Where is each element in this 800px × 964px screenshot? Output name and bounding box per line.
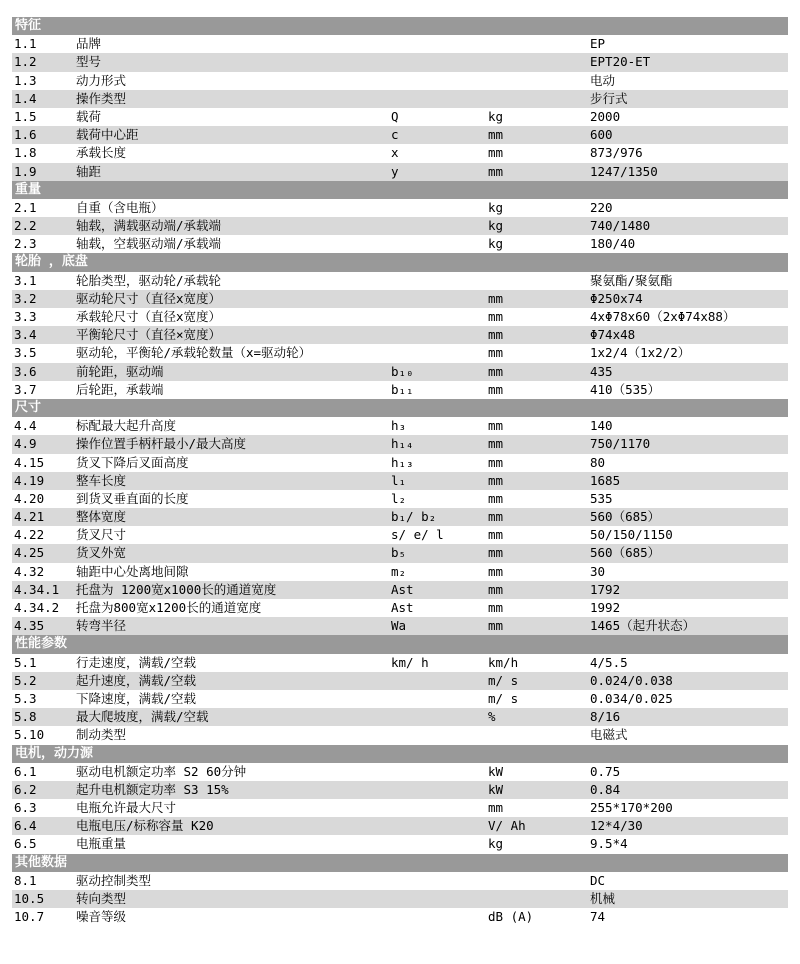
row-index: 3.5: [14, 345, 37, 361]
table-row: [12, 908, 788, 926]
table-row: [12, 290, 788, 308]
row-index: 5.1: [14, 654, 37, 670]
row-desc: 电瓶电压/标称容量 K20: [76, 818, 214, 834]
row-index: 1.1: [14, 36, 37, 52]
table-row: [12, 817, 788, 835]
row-desc: 行走速度，满载/空载: [76, 654, 197, 670]
row-unit: mm: [488, 563, 504, 579]
table-row: [12, 163, 788, 181]
row-unit: mm: [488, 327, 504, 343]
row-unit: mm: [488, 618, 504, 634]
table-row: [12, 472, 788, 490]
row-index: 4.21: [14, 509, 45, 525]
row-value: 220: [590, 199, 613, 215]
row-symbol: [391, 726, 488, 744]
row-desc: 轴距: [76, 163, 102, 179]
row-desc: 电瓶允许最大尺寸: [76, 800, 177, 816]
row-symbol: s/ e/ l: [391, 527, 444, 543]
row-desc: 标配最大起升高度: [76, 418, 177, 434]
row-index: 1.9: [14, 163, 37, 179]
row-unit: m/ s: [488, 672, 519, 688]
row-unit: mm: [488, 490, 504, 506]
row-unit: [488, 726, 590, 744]
table-row: [12, 654, 788, 672]
row-desc: 轴载，满载驱动端/承载端: [76, 218, 222, 234]
row-desc: 噪音等级: [76, 909, 127, 925]
row-unit: kg: [488, 836, 504, 852]
table-row: [12, 526, 788, 544]
row-desc: 最大爬坡度，满载/空载: [76, 709, 209, 725]
row-index: 4.32: [14, 563, 45, 579]
row-unit: mm: [488, 472, 504, 488]
row-desc: 承载轮尺寸（直径x宽度）: [76, 309, 222, 324]
row-unit: mm: [488, 127, 504, 143]
row-value: DC: [590, 872, 606, 888]
row-desc: 载荷: [76, 108, 102, 124]
row-value: 750/1170: [590, 436, 651, 452]
row-value: 180/40: [590, 236, 636, 252]
row-desc: 起升电机额定功率 S3 15%: [76, 781, 229, 797]
row-index: 1.4: [14, 90, 37, 106]
table-row: [12, 599, 788, 617]
row-desc: 驱动控制类型: [76, 872, 152, 888]
row-symbol: l₁: [391, 472, 407, 488]
row-desc: 货叉尺寸: [76, 527, 127, 543]
row-value: 30: [590, 563, 606, 579]
row-symbol: [391, 272, 488, 290]
row-symbol: x: [391, 145, 399, 161]
table-row: [12, 563, 788, 581]
row-value: Φ74x48: [590, 327, 636, 343]
row-value: 0.024/0.038: [590, 672, 673, 688]
row-unit: kW: [488, 763, 504, 779]
row-value: 140: [590, 418, 613, 434]
row-index: 6.3: [14, 800, 37, 816]
row-index: 10.7: [14, 909, 45, 925]
section-header: 轮胎 ，底盘: [12, 253, 788, 271]
row-value: 1465（起升状态）: [590, 618, 696, 634]
row-desc: 型号: [76, 54, 102, 70]
row-desc: 操作位置手柄杆最小/最大高度: [76, 436, 247, 452]
row-index: 4.15: [14, 454, 45, 470]
table-row: [12, 890, 788, 908]
row-value: 机械: [590, 891, 616, 906]
row-unit: [488, 272, 590, 290]
row-unit: kW: [488, 781, 504, 797]
row-desc: 载荷中心距: [76, 127, 139, 143]
row-unit: mm: [488, 418, 504, 434]
row-value: EP: [590, 36, 606, 52]
row-unit: mm: [488, 800, 504, 816]
row-index: 4.22: [14, 527, 45, 543]
row-symbol: [391, 690, 488, 708]
row-symbol: [391, 672, 488, 690]
row-value: 560（685）: [590, 545, 661, 561]
table-row: [12, 872, 788, 890]
row-index: 1.3: [14, 72, 37, 88]
row-value: 50/150/1150: [590, 527, 673, 543]
table-row: [12, 508, 788, 526]
row-unit: kg: [488, 218, 504, 234]
row-desc: 品牌: [76, 36, 102, 52]
row-index: 4.34.1: [14, 581, 60, 597]
row-value: 535: [590, 490, 613, 506]
row-value: 8/16: [590, 709, 621, 725]
row-desc: 转弯半径: [76, 618, 127, 634]
row-value: 255*170*200: [590, 800, 673, 816]
section-header: 性能参数: [12, 635, 788, 653]
table-row: [12, 835, 788, 853]
table-row: [12, 199, 788, 217]
row-unit: mm: [488, 345, 504, 361]
row-unit: mm: [488, 381, 504, 397]
table-row: [12, 799, 788, 817]
row-index: 10.5: [14, 891, 45, 906]
table-row: [12, 581, 788, 599]
row-index: 2.1: [14, 199, 37, 215]
row-value: 4/5.5: [590, 654, 628, 670]
row-symbol: [391, 817, 488, 835]
row-index: 5.2: [14, 672, 37, 688]
row-index: 4.25: [14, 545, 45, 561]
row-unit: mm: [488, 581, 504, 597]
row-value: 电动: [590, 72, 616, 88]
section-header: 特征: [12, 17, 788, 35]
row-index: 6.4: [14, 818, 37, 834]
table-row: [12, 435, 788, 453]
row-symbol: [391, 235, 488, 253]
row-unit: m/ s: [488, 690, 519, 706]
row-desc: 起升速度，满载/空载: [76, 672, 197, 688]
table-row: [12, 726, 788, 744]
row-desc: 轴距中心处离地间隙: [76, 563, 189, 579]
table-row: [12, 454, 788, 472]
row-unit: mm: [488, 363, 504, 379]
table-row: [12, 90, 788, 108]
row-unit: dB (A): [488, 909, 534, 925]
table-row: [12, 690, 788, 708]
row-unit: [488, 72, 590, 90]
row-symbol: Q: [391, 108, 399, 124]
row-unit: [488, 872, 590, 890]
row-value: 0.84: [590, 781, 621, 797]
row-symbol: [391, 53, 488, 71]
row-value: 2000: [590, 108, 621, 124]
row-desc: 货叉外宽: [76, 545, 127, 561]
row-index: 1.2: [14, 54, 37, 70]
row-desc: 前轮距，驱动端: [76, 363, 164, 379]
row-value: 电磁式: [590, 727, 628, 743]
row-value: EPT20-ET: [590, 54, 651, 70]
row-unit: [488, 90, 590, 108]
row-symbol: [391, 763, 488, 781]
row-desc: 驱动轮，平衡轮/承载轮数量（x=驱动轮）: [76, 345, 312, 361]
table-row: [12, 108, 788, 126]
row-desc: 自重（含电瓶）: [76, 199, 164, 215]
row-unit: mm: [488, 527, 504, 543]
row-symbol: Ast: [391, 581, 414, 597]
row-unit: kg: [488, 199, 504, 215]
row-value: 1992: [590, 600, 621, 615]
row-symbol: [391, 72, 488, 90]
row-symbol: y: [391, 163, 399, 179]
row-unit: mm: [488, 145, 504, 161]
row-symbol: [391, 872, 488, 890]
row-index: 3.4: [14, 327, 37, 343]
table-row: [12, 72, 788, 90]
row-value: 410（535）: [590, 381, 661, 397]
row-symbol: [391, 290, 488, 308]
section-header: 重量: [12, 181, 788, 199]
row-value: 560（685）: [590, 509, 661, 525]
row-value: 0.75: [590, 763, 621, 779]
row-desc: 托盘为 1200宽x1000长的通道宽度: [76, 581, 277, 597]
row-symbol: h₁₄: [391, 436, 414, 452]
table-row: [12, 344, 788, 362]
row-desc: 到货叉垂直面的长度: [76, 490, 189, 506]
table-row: [12, 235, 788, 253]
row-index: 4.35: [14, 618, 45, 634]
section-header: 电机，动力源: [12, 745, 788, 763]
row-symbol: c: [391, 127, 399, 143]
row-value: 9.5*4: [590, 836, 628, 852]
row-value: 1247/1350: [590, 163, 658, 179]
row-symbol: [391, 199, 488, 217]
row-desc: 货叉下降后叉面高度: [76, 454, 189, 470]
row-value: 12*4/30: [590, 818, 643, 834]
table-row: [12, 326, 788, 344]
row-index: 1.8: [14, 145, 37, 161]
row-unit: kg: [488, 108, 504, 124]
row-value: 0.034/0.025: [590, 690, 673, 706]
row-index: 1.5: [14, 108, 37, 124]
row-symbol: [391, 308, 488, 326]
row-unit: km/h: [488, 654, 519, 670]
row-symbol: h₁₃: [391, 454, 414, 470]
row-symbol: [391, 781, 488, 799]
row-index: 4.19: [14, 472, 45, 488]
row-value: 1792: [590, 581, 621, 597]
row-desc: 轮胎类型，驱动轮/承载轮: [76, 272, 222, 288]
row-index: 6.1: [14, 763, 37, 779]
spec-table: [12, 17, 788, 926]
row-desc: 轴载，空载驱动端/承载端: [76, 236, 222, 252]
row-unit: [488, 35, 590, 53]
table-row: [12, 217, 788, 235]
row-symbol: b₅: [391, 545, 407, 561]
row-desc: 下降速度，满载/空载: [76, 690, 197, 706]
row-symbol: [391, 35, 488, 53]
row-index: 2.2: [14, 218, 37, 234]
row-symbol: h₃: [391, 418, 407, 434]
row-unit: mm: [488, 436, 504, 452]
row-index: 6.2: [14, 781, 37, 797]
table-row: [12, 417, 788, 435]
row-unit: kg: [488, 236, 504, 252]
section-header: 尺寸: [12, 399, 788, 417]
table-row: [12, 272, 788, 290]
row-desc: 整车长度: [76, 472, 127, 488]
table-row: [12, 763, 788, 781]
row-value: 1685: [590, 472, 621, 488]
row-index: 3.2: [14, 290, 37, 306]
row-index: 5.3: [14, 690, 37, 706]
row-symbol: [391, 344, 488, 362]
row-desc: 制动类型: [76, 727, 127, 743]
row-symbol: [391, 890, 488, 908]
table-row: [12, 708, 788, 726]
section-header: 其他数据: [12, 854, 788, 872]
row-desc: 驱动轮尺寸（直径x宽度）: [76, 290, 222, 306]
row-desc: 后轮距，承载端: [76, 381, 164, 397]
row-index: 3.3: [14, 309, 37, 324]
row-index: 5.10: [14, 727, 45, 743]
table-row: [12, 490, 788, 508]
row-desc: 操作类型: [76, 90, 127, 106]
row-index: 3.7: [14, 381, 37, 397]
row-desc: 托盘为800宽x1200长的通道宽度: [76, 600, 262, 615]
row-value: 4xΦ78x60（2xΦ74x88）: [590, 309, 736, 324]
row-index: 4.34.2: [14, 600, 60, 615]
row-unit: mm: [488, 163, 504, 179]
table-row: [12, 308, 788, 326]
row-symbol: Wa: [391, 618, 407, 634]
row-unit: %: [488, 709, 496, 725]
row-symbol: b₁₀: [391, 363, 414, 379]
row-index: 2.3: [14, 236, 37, 252]
row-index: 8.1: [14, 872, 37, 888]
row-index: 4.20: [14, 490, 45, 506]
table-row: [12, 126, 788, 144]
row-unit: mm: [488, 454, 504, 470]
table-row: [12, 544, 788, 562]
table-row: [12, 672, 788, 690]
row-desc: 电瓶重量: [76, 836, 127, 852]
row-index: 3.1: [14, 272, 37, 288]
row-symbol: [391, 908, 488, 926]
row-index: 6.5: [14, 836, 37, 852]
row-value: 873/976: [590, 145, 643, 161]
table-row: [12, 617, 788, 635]
row-symbol: km/ h: [391, 654, 429, 670]
row-symbol: b₁₁: [391, 381, 414, 397]
row-desc: 整体宽度: [76, 509, 127, 525]
row-index: 5.8: [14, 709, 37, 725]
row-unit: V/ Ah: [488, 818, 526, 834]
table-row: [12, 53, 788, 71]
row-unit: [488, 53, 590, 71]
row-value: 740/1480: [590, 218, 651, 234]
row-value: 1x2/4（1x2/2）: [590, 345, 691, 361]
table-row: [12, 381, 788, 399]
row-symbol: [391, 326, 488, 344]
row-unit: mm: [488, 509, 504, 525]
row-symbol: Ast: [391, 600, 414, 615]
table-row: [12, 35, 788, 53]
row-value: Φ250x74: [590, 290, 643, 306]
table-row: [12, 781, 788, 799]
row-index: 4.9: [14, 436, 37, 452]
row-value: 步行式: [590, 90, 628, 106]
row-symbol: [391, 835, 488, 853]
row-desc: 平衡轮尺寸（直径×宽度）: [76, 327, 222, 343]
row-symbol: [391, 90, 488, 108]
row-symbol: [391, 708, 488, 726]
row-value: 435: [590, 363, 613, 379]
row-symbol: l₂: [391, 490, 407, 506]
row-desc: 动力形式: [76, 72, 127, 88]
row-symbol: [391, 217, 488, 235]
row-index: 3.6: [14, 363, 37, 379]
row-symbol: b₁/ b₂: [391, 509, 437, 525]
row-value: 74: [590, 909, 606, 925]
row-unit: mm: [488, 545, 504, 561]
row-symbol: [391, 799, 488, 817]
row-desc: 承载长度: [76, 145, 127, 161]
table-row: [12, 144, 788, 162]
row-unit: mm: [488, 290, 504, 306]
row-desc: 转向类型: [76, 891, 127, 906]
row-value: 80: [590, 454, 606, 470]
row-value: 600: [590, 127, 613, 143]
row-unit: mm: [488, 600, 504, 615]
row-unit: [488, 890, 590, 908]
table-row: [12, 363, 788, 381]
row-index: 4.4: [14, 418, 37, 434]
row-unit: mm: [488, 309, 504, 324]
row-value: 聚氨酯/聚氨酯: [590, 272, 673, 288]
row-symbol: m₂: [391, 563, 407, 579]
row-desc: 驱动电机额定功率 S2 60分钟: [76, 763, 247, 779]
row-index: 1.6: [14, 127, 37, 143]
